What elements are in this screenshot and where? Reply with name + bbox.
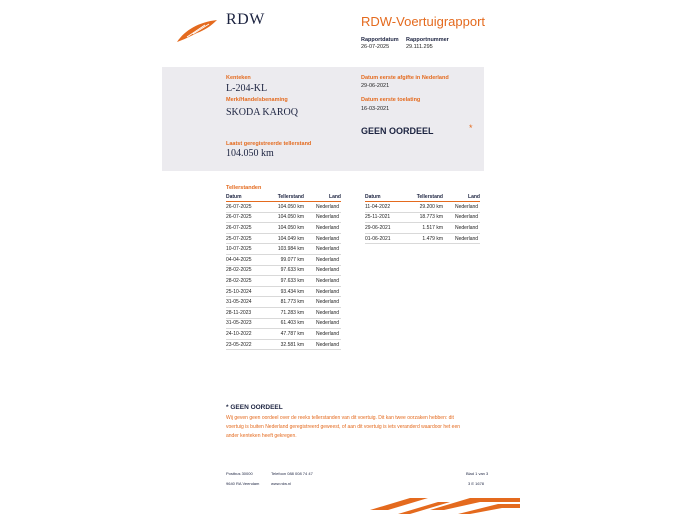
footer-address-1: Postbus 30000 [226,471,253,476]
footer-page: Blad 1 van 3 [466,471,489,476]
cell-country: Nederland [304,233,341,244]
table-row [226,212,341,223]
note-star: * [226,404,229,411]
verdict-star: * [469,123,473,133]
cell-date: 26-07-2025 [226,223,268,234]
first-registration-nl-label: Datum eerste afgifte in Nederland [361,75,449,81]
logo-text: RDW [226,11,265,28]
cell-reading: 104.050 km [268,223,304,234]
cell-reading: 104.050 km [268,212,304,223]
vehicle-info-band-tab [162,67,217,171]
table-row [226,318,341,329]
table-row [226,233,341,244]
note-line-3: ander kenteken heeft gekregen. [226,432,297,439]
cell-country: Nederland [443,202,480,213]
cell-country: Nederland [304,339,341,350]
note-line-2: voertuig is buiten Nederland geregistreerd geweest, of aan dit voertuig is iets veranderd waardoor het een [226,423,461,430]
cell-date: 31-05-2023 [226,318,268,329]
table-row [226,286,341,297]
document-title: RDW-Voertuigrapport [361,14,486,29]
cell-reading: 97.633 km [268,265,304,276]
cell-reading: 1.479 km [407,233,443,244]
header-country: Land [443,193,480,202]
cell-reading: 104.050 km [268,202,304,213]
cell-date: 11-04-2022 [365,202,407,213]
odometer-header-row [226,193,341,202]
table-row [365,233,480,244]
report-number-label: Rapportnummer [406,37,449,43]
cell-country: Nederland [304,297,341,308]
odometer-label: Laatst geregistreerde tellerstand [226,141,312,147]
report-date: 26-07-2025 [361,44,390,50]
note-heading [226,404,283,411]
cell-date: 25-11-2021 [365,212,407,223]
cell-date: 26-07-2025 [226,202,268,213]
first-admission-label: Datum eerste toelating [361,97,421,103]
cell-country: Nederland [304,276,341,287]
header-reading: Tellerstand [407,193,443,202]
cell-reading: 99.077 km [268,254,304,265]
odometer-table-right [365,193,480,244]
cell-reading: 18.773 km [407,212,443,223]
report-date-label: Rapportdatum [361,37,399,43]
table-row [226,202,341,213]
cell-country: Nederland [304,329,341,340]
header-country: Land [304,193,341,202]
cell-date: 23-05-2022 [226,339,268,350]
cell-reading: 81.773 km [268,297,304,308]
cell-date: 28-11-2023 [226,307,268,318]
first-registration-nl: 29-06-2021 [361,83,390,89]
cell-date: 26-07-2025 [226,212,268,223]
cell-date: 01-06-2021 [365,233,407,244]
cell-date: 28-02-2025 [226,265,268,276]
cell-country: Nederland [304,307,341,318]
cell-country: Nederland [304,202,341,213]
note-body [226,414,488,440]
cell-country: Nederland [304,223,341,234]
cell-date: 25-10-2024 [226,286,268,297]
table-row [226,244,341,255]
cell-reading: 32.581 km [268,339,304,350]
last-odometer: 104.050 km [226,148,274,159]
odometer-title: Tellerstanden [226,185,262,191]
header-reading: Tellerstand [268,193,304,202]
footer-web: www.rdw.nl [271,481,292,486]
table-row [226,307,341,318]
cell-date: 04-04-2025 [226,254,268,265]
cell-date: 10-07-2025 [226,244,268,255]
cell-reading: 61.403 km [268,318,304,329]
cell-date: 28-02-2025 [226,276,268,287]
cell-country: Nederland [304,254,341,265]
cell-country: Nederland [304,212,341,223]
header-date: Datum [226,193,268,202]
verdict: GEEN OORDEEL [361,126,434,136]
footer-phone: Telefoon 088 008 74 47 [271,471,313,476]
table-row [365,202,480,213]
cell-reading: 104.049 km [268,233,304,244]
license-plate: L-204-KL [226,83,268,94]
table-row [226,329,341,340]
table-row [365,223,480,234]
make-label: Merk/Handelsbenaming [226,97,288,103]
cell-reading: 103.984 km [268,244,304,255]
footer-code: 3 E 1678 [468,481,485,486]
table-row [226,339,341,350]
cell-reading: 47.787 km [268,329,304,340]
cell-country: Nederland [304,265,341,276]
cell-date: 31-05-2024 [226,297,268,308]
footer-stripes-graphic [370,496,525,514]
table-row [226,276,341,287]
cell-country: Nederland [443,212,480,223]
header-date: Datum [365,193,407,202]
cell-country: Nederland [443,223,480,234]
cell-reading: 71.283 km [268,307,304,318]
note-line-1: Wij geven geen oordeel over de reeks tellerstanden van dit voertuig. Dit kan twee oorzaken hebben: dit [226,415,454,421]
cell-reading: 1.517 km [407,223,443,234]
cell-date: 25-07-2025 [226,233,268,244]
cell-date: 29-06-2021 [365,223,407,234]
table-row [226,297,341,308]
cell-reading: 97.633 km [268,276,304,287]
cell-reading: 93.434 km [268,286,304,297]
cell-date: 24-10-2022 [226,329,268,340]
vehicle-make: SKODA KAROQ [226,107,298,118]
rdw-logo-icon [175,18,219,44]
plate-label: Kenteken [226,75,251,81]
report-number: 29.111.295 [406,44,433,50]
cell-country: Nederland [304,244,341,255]
note-title: GEEN OORDEEL [230,404,283,411]
odometer-table-left [226,193,341,350]
table-row [226,254,341,265]
cell-reading: 29.200 km [407,202,443,213]
odometer-header-row [365,193,480,202]
cell-country: Nederland [304,318,341,329]
table-row [226,265,341,276]
table-row [365,212,480,223]
first-admission: 16-03-2021 [361,106,390,112]
cell-country: Nederland [443,233,480,244]
table-row [226,223,341,234]
cell-country: Nederland [304,286,341,297]
footer-address-2: 9640 RA Veendam [226,481,260,486]
